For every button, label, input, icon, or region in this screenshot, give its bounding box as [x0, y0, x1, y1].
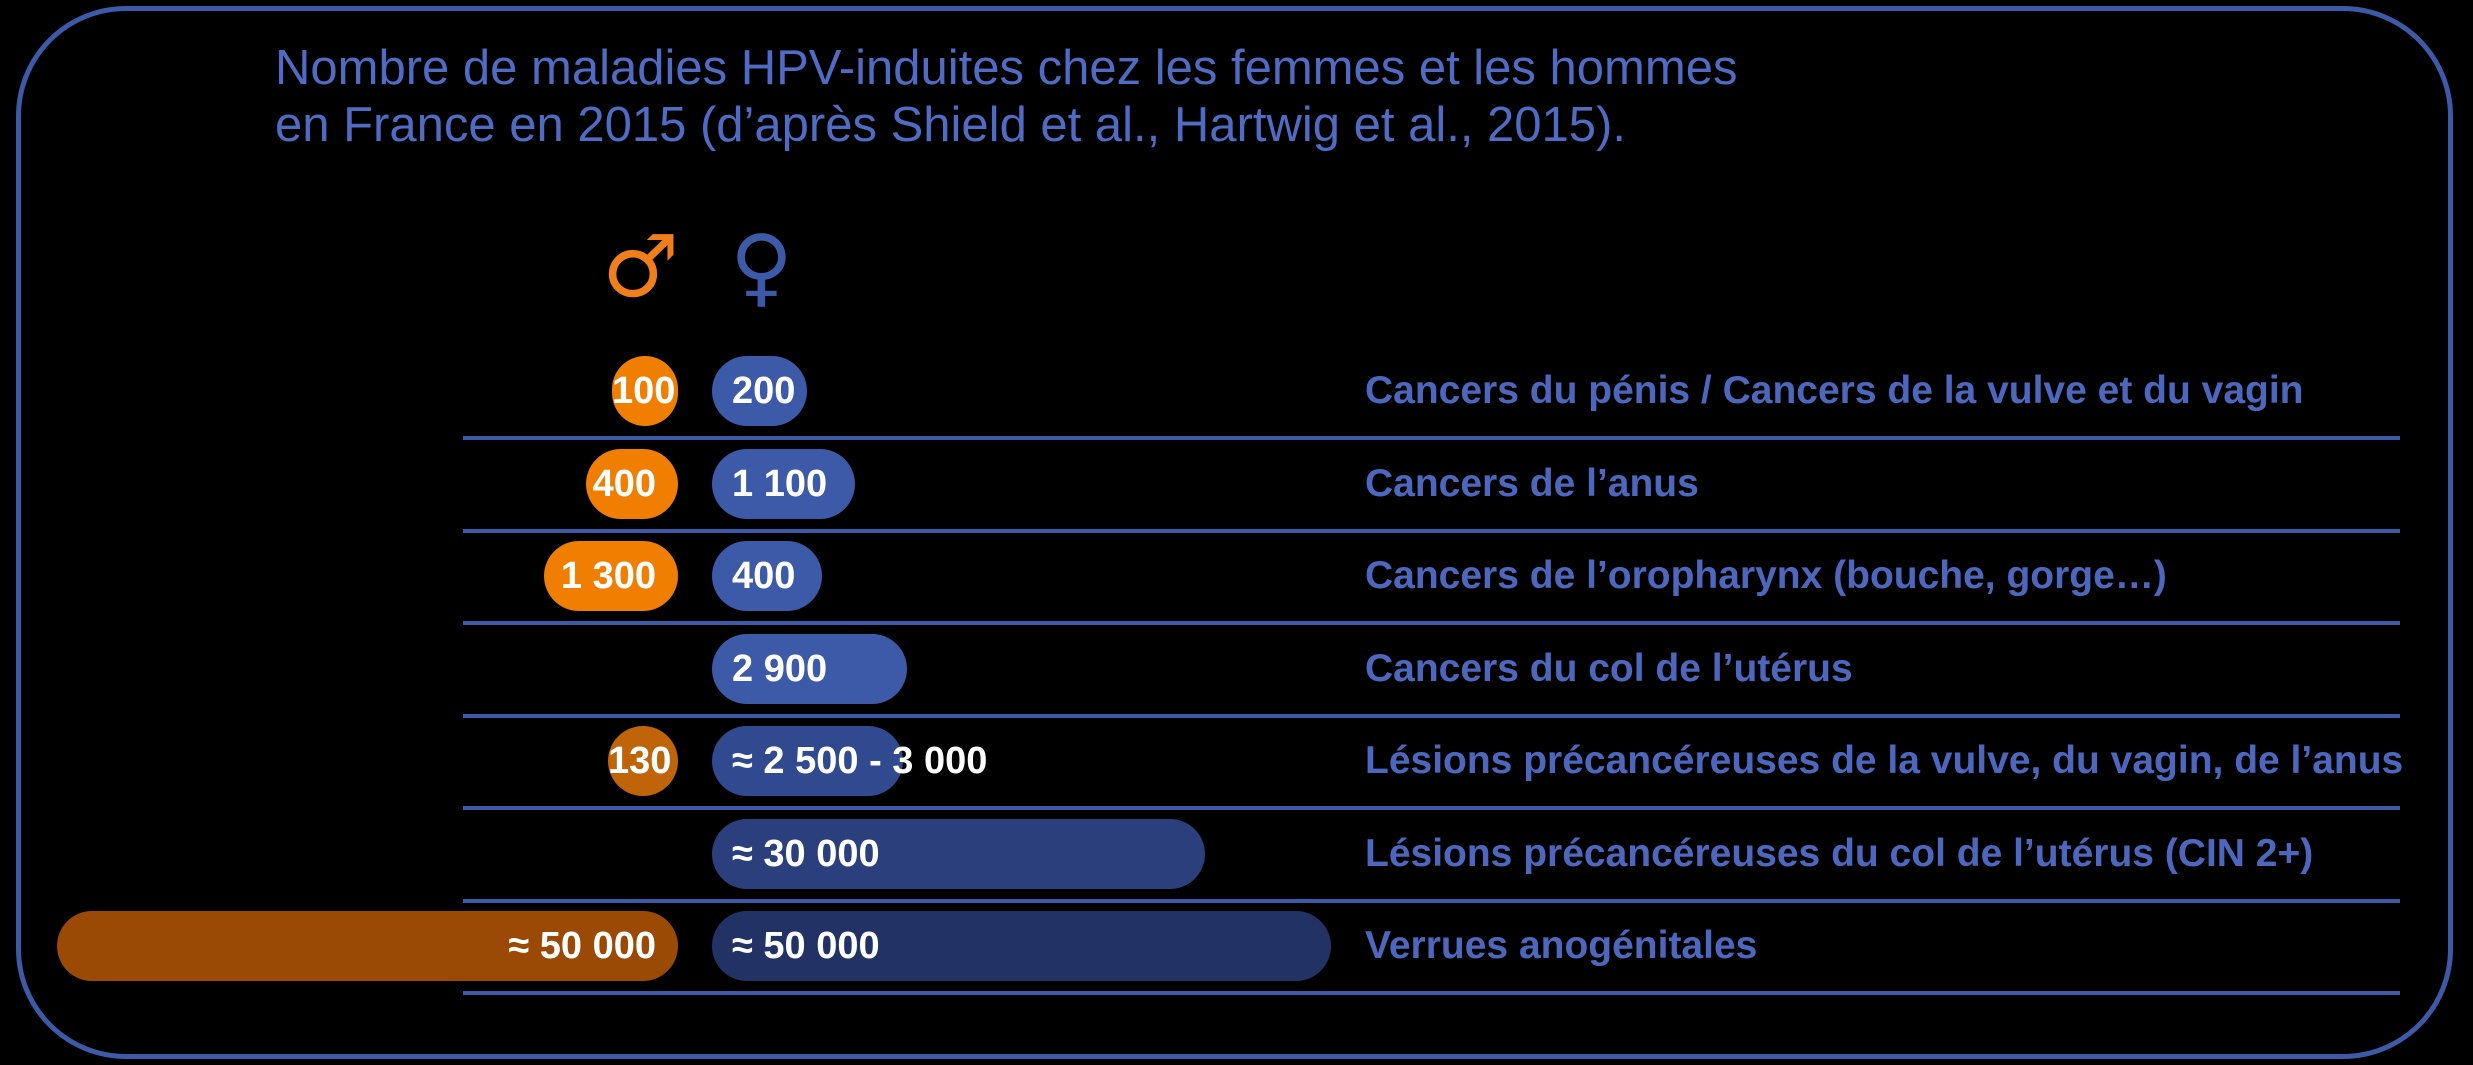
chart-row [0, 356, 2473, 448]
row-divider [463, 899, 2400, 903]
row-divider [463, 529, 2400, 533]
category-label: Lésions précancéreuses du col de l’utérus (CIN 2+) [1365, 831, 2314, 875]
chart-row [0, 819, 2473, 911]
title-line-1: Nombre de maladies HPV-induites chez les femmes et les hommes [275, 41, 1738, 95]
row-divider [463, 714, 2400, 718]
female-symbol-icon: ♀ [730, 217, 793, 317]
male-bar: 100 [612, 356, 678, 426]
chart-title [275, 40, 2075, 154]
female-bar: 400 [712, 541, 822, 611]
category-label: Lésions précancéreuses de la vulve, du vagin, de l’anus [1365, 739, 2404, 782]
chart-row [0, 726, 2473, 818]
male-bar: 400 [586, 449, 678, 519]
row-divider [463, 806, 2400, 810]
chart-row [0, 541, 2473, 633]
male-symbol-icon: ♂ [602, 217, 680, 317]
category-label: Cancers de l’oropharynx (bouche, gorge…) [1365, 554, 2167, 597]
chart-row [0, 911, 2473, 1003]
female-bar: 200 [712, 356, 807, 426]
category-label: Verrues anogénitales [1365, 924, 1758, 967]
row-divider [463, 991, 2400, 995]
chart-row [0, 634, 2473, 726]
female-bar: ≈ 30 000 [712, 819, 1205, 889]
female-bar: 2 900 [712, 634, 907, 704]
row-divider [463, 621, 2400, 625]
category-label: Cancers du col de l’utérus [1365, 646, 1853, 690]
row-divider [463, 436, 2400, 440]
title-line-2: en France en 2015 (d’après Shield et al., Hartwig et al., 2015). [275, 98, 1626, 152]
female-bar: ≈ 50 000 [712, 911, 1331, 981]
chart-row [0, 449, 2473, 541]
category-label: Cancers de l’anus [1365, 461, 1699, 505]
male-bar: 130 [608, 726, 678, 796]
female-bar: ≈ 2 500 - 3 000 [712, 726, 903, 796]
female-bar: 1 100 [712, 449, 855, 519]
male-bar: 1 300 [544, 541, 678, 611]
male-bar: ≈ 50 000 [57, 911, 678, 981]
category-label: Cancers du pénis / Cancers de la vulve et du vagin [1365, 369, 2304, 412]
